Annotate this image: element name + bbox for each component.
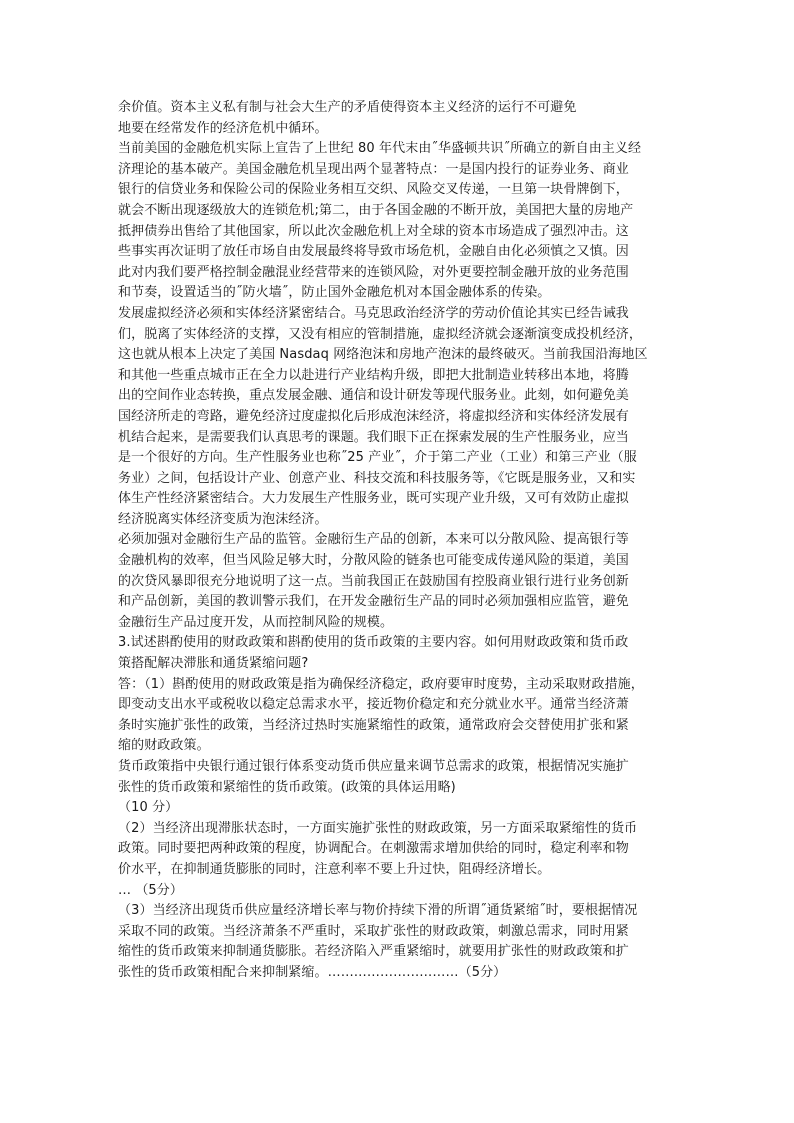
text-line: 价水平，在抑制通货膨胀的同时，注意利率不要上升过快，阻碍经济增长。	[118, 861, 551, 877]
text-line: 机结合起来，是需要我们认真思考的课题。我们眼下正在探索发展的生产性服务业，应当	[118, 429, 629, 445]
text-line: 当前美国的金融危机实际上宣告了上世纪 80 年代末由˝华盛顿共识˝所确立的新自由主义经	[118, 141, 642, 157]
text-line: 国经济所走的弯路，避免经济过度虚拟化后形成泡沫经济，将虚拟经济和实体经济发展有	[118, 408, 629, 424]
text-line: 即变动支出水平或税收以稳定总需求水平，接近物价稳定和充分就业水平。通常当经济萧	[118, 697, 629, 713]
text-line: （2）当经济出现滞胀状态时，一方面实施扩张性的财政政策，另一方面采取紧缩性的货币	[118, 820, 638, 836]
text-line: 的次贷风暴即很充分地说明了这一点。当前我国正在鼓励国有控股商业银行进行业务创新	[118, 573, 629, 589]
paragraph-virtual-economy	[118, 304, 686, 531]
text-line: 济理论的基本破产。美国金融危机呈现出两个显著特点：一是国内投行的证券业务、商业	[118, 161, 629, 177]
text-line: 政策。同时要把两种政策的程度，协调配合。在刺激需求增加供给的同时，稳定利率和物	[118, 841, 629, 857]
text-line: 此对内我们要严格控制金融混业经营带来的连锁风险，对外更要控制金融开放的业务范围	[118, 264, 629, 280]
score-line: （10 分）	[118, 800, 179, 816]
text-line: 3.试述斟酌使用的财政政策和斟酌使用的货币政策的主要内容。如何用财政政策和货币政	[118, 635, 629, 651]
paragraph-derivatives	[118, 530, 686, 633]
text-line: 出的空间作业态转换，重点发展金融、通信和设计研发等现代服务业。此刻，如何避免美	[118, 388, 629, 404]
text-line: 地要在经常发作的经济危机中循环。	[118, 120, 328, 136]
text-line: 金融机构的效率，但当风险足够大时，分散风险的链条也可能变成传递风险的渠道，美国	[118, 553, 629, 569]
text-line: 缩的财政政策。	[118, 738, 210, 754]
text-line: 策搭配解决滞胀和通货紧缩问题?	[118, 656, 309, 672]
text-line: 条时实施扩张性的政策，当经济过热时实施紧缩性的政策，通常政府会交替使用扩张和紧	[118, 717, 629, 733]
text-line: 张性的货币政策相配合来抑制紧缩。…………………………（5分）	[118, 964, 507, 980]
text-line: 必须加强对金融衍生产品的监管。金融衍生产品的创新，本来可以分散风险、提高银行等	[118, 532, 629, 548]
text-line: 和产品创新，美国的教训警示我们，在开发金融衍生产品的同时必须加强相应监管，避免	[118, 594, 629, 610]
text-line: 缩性的货币政策来抑制通货膨胀。若经济陷入严重紧缩时，就要用扩张性的财政政策和扩	[118, 944, 629, 960]
text-line: 些事实再次证明了放任市场自由发展最终将导致市场危机，金融自由化必须慎之又慎。因	[118, 244, 629, 260]
text-line: 就会不断出现逐级放大的连锁危机;第二，由于各国金融的不断开放，美国把大量的房地产	[118, 202, 634, 218]
question-3	[118, 633, 686, 674]
paragraph-intro	[118, 98, 686, 139]
text-line: 余价值。资本主义私有制与社会大生产的矛盾使得资本主义经济的运行不可避免	[118, 100, 577, 115]
text-line: 金融衍生产品过度开发，从而控制风险的规模。	[118, 614, 394, 630]
answer-part-2	[118, 819, 686, 901]
text-line: 采取不同的政策。当经济萧条不严重时，采取扩张性的财政政策，刺激总需求，同时用紧	[118, 923, 629, 939]
text-line: 张性的货币政策和紧缩性的货币政策。(政策的具体运用略)	[118, 779, 456, 795]
text-line: 这也就从根本上决定了美国 Nasdaq 网络泡沫和房地产泡沫的最终破灭。当前我国沿海地区	[118, 347, 648, 363]
answer-monetary-policy	[118, 757, 686, 819]
text-line: 经济脱离实体经济变质为泡沫经济。	[118, 511, 328, 527]
score-line: … （5分）	[118, 882, 184, 898]
text-line: 是一个很好的方向。生产性服务业也称˝25 产业˝，介于第二产业（工业）和第三产业（服	[118, 450, 637, 466]
text-line: 抵押债券出售给了其他国家，所以此次金融危机上对全球的资本市场造成了强烈冲击。这	[118, 223, 629, 239]
text-line: 务业）之间，包括设计产业、创意产业、科技交流和科技服务等，《它既是服务业，又和实	[118, 470, 636, 486]
document-page	[118, 98, 686, 984]
text-line: 发展虚拟经济必须和实体经济紧密结合。马克思政治经济学的劳动价值论其实已经告诫我	[118, 305, 629, 321]
text-line: 体生产性经济紧密结合。大力发展生产性服务业，既可实现产业升级，又可有效防止虚拟	[118, 491, 629, 507]
answer-part-1	[118, 675, 686, 757]
text-line: 们，脱离了实体经济的支撑，又没有相应的管制措施，虚拟经济就会逐渐演变成投机经济，	[118, 326, 643, 342]
text-line: （3）当经济出现货币供应量经济增长率与物价持续下滑的所谓˝通货紧缩˝时，要根据情况	[118, 903, 638, 919]
text-line: 货币政策指中央银行通过银行体系变动货币供应量来调节总需求的政策，根据情况实施扩	[118, 759, 629, 774]
answer-part-3	[118, 901, 686, 983]
text-line: 银行的信贷业务和保险公司的保险业务相互交织、风险交叉传递，一旦第一块骨牌倒下，	[118, 182, 629, 198]
text-line: 和节奏，设置适当的˝防火墙˝，防止国外金融危机对本国金融体系的传染。	[118, 285, 551, 301]
text-line: 答：（1）斟酌使用的财政政策是指为确保经济稳定，政府要审时度势，主动采取财政措施，	[118, 676, 644, 692]
paragraph-financial-crisis	[118, 139, 686, 304]
text-line: 和其他一些重点城市正在全力以赴进行产业结构升级，即把大批制造业转移出本地，将腾	[118, 367, 629, 383]
